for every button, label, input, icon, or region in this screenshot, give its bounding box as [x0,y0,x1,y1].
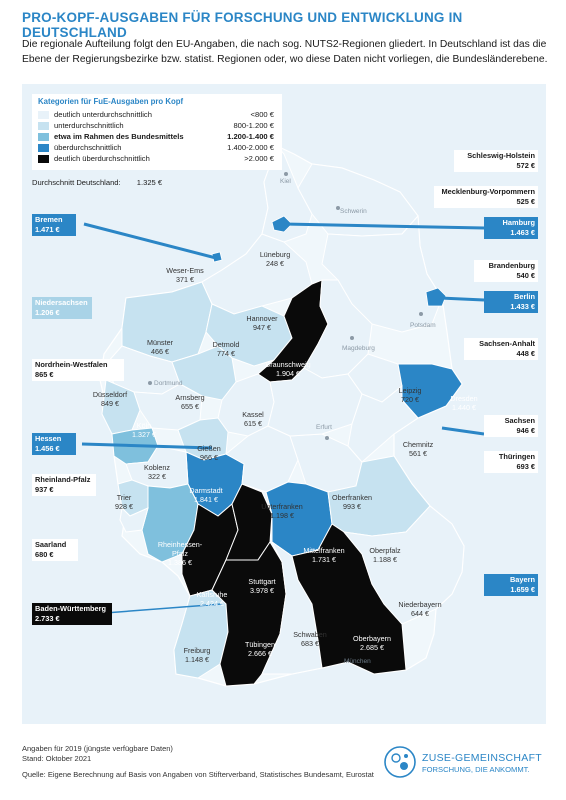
average-value: 1.325 € [136,178,163,187]
region-label-weser-ems: Weser-Ems 371 € [166,266,204,284]
city-dot [148,381,152,385]
average-germany [32,178,162,187]
region-label-freiburg: Freiburg 1.148 € [183,646,211,664]
callout-sachsen: Sachsen 946 € [484,415,538,437]
legend-swatch [38,155,49,163]
region-label-kassel: Kassel 615 € [242,410,264,428]
city-kiel: Kiel [280,178,291,185]
legend-label: überdurchschnittlich [54,143,122,152]
city-dot [419,312,423,316]
region-label-koeln: Köln 1.327 € [132,421,156,439]
footer-date: Stand: Oktober 2021 [22,754,92,763]
city-dot [325,436,329,440]
callout-thueringen: Thüringen 693 € [484,451,538,473]
legend-label: unterdurchschnittlich [54,121,124,130]
legend-range: <800 € [250,110,274,119]
callout-niedersachsen: Niedersachsen 1.206 € [32,297,92,319]
legend [32,94,282,170]
city-dot [284,172,288,176]
region-label-tuebingen: Tübingen 2.666 € [245,640,275,658]
region-label-muenster: Münster 466 € [147,338,173,356]
legend-range: 1.400-2.000 € [227,143,274,152]
city-potsdam: Potsdam [410,322,436,329]
region-label-stuttgart: Stuttgart 3.978 € [248,577,276,595]
callout-hessen: Hessen 1.456 € [32,433,76,455]
callout-hamburg: Hamburg 1.463 € [484,217,538,239]
region-label-darmstadt: Darmstadt 1.841 € [189,486,223,504]
footer-source: Quelle: Eigene Berechnung auf Basis von Angaben von Stifterverband, Statistisches Bundesamt, Eurostat [22,770,374,779]
region-label-schwaben: Schwaben 683 € [293,630,327,648]
region-label-braunschweig: Braunschweig 1.904 € [265,360,311,378]
callout-mecklenburg-vorpommern: Mecklenburg-Vorpommern 525 € [434,186,538,208]
city-magdeburg: Magdeburg [342,345,375,352]
region-label-oberbayern: Oberbayern 2.685 € [353,634,391,652]
city-schwerin: Schwerin [340,208,367,215]
average-label: Durchschnitt Deutschland: [32,178,121,187]
legend-range: 800-1.200 € [233,121,274,130]
legend-item [38,143,278,153]
callout-sachsen-anhalt: Sachsen-Anhalt 448 € [464,338,538,360]
callout-saarland: Saarland 680 € [32,539,78,561]
region-label-oberpfalz: Oberpfalz 1.188 € [369,546,401,564]
city-muenchen: München [344,658,371,665]
legend-label: deutlich überdurchschnittlich [54,154,150,163]
footer-notes [22,744,173,764]
legend-range: >2.000 € [244,154,274,163]
sachsen-callout-line [442,428,484,434]
legend-label: deutlich unterdurchschnittlich [54,110,152,119]
legend-item [38,121,278,131]
region-label-hannover: Hannover 947 € [246,314,278,332]
region-label-detmold: Detmold 774 € [212,340,240,358]
region-label-duesseldorf: Düsseldorf 849 € [92,390,128,408]
legend-swatch [38,122,49,130]
callout-schleswig-holstein: Schleswig-Holstein 572 € [454,150,538,172]
region-label-oberfranken: Oberfranken 993 € [332,493,372,511]
footer-year: Angaben für 2019 (jüngste verfügbare Daten) [22,744,173,753]
legend-swatch [38,144,49,152]
legend-swatch [38,111,49,119]
legend-item [38,110,278,120]
legend-title: Kategorien für FuE-Ausgaben pro Kopf [38,97,184,106]
region-label-trier: Trier 928 € [115,493,133,511]
zuse-logo [382,742,552,782]
legend-item [38,154,278,164]
legend-range: 1.200-1.400 € [227,132,274,141]
region-label-unterfranken: Unterfranken 1.198 € [261,502,303,520]
callout-baden-wuerttemberg: Baden-Württemberg 2.733 € [32,603,112,625]
callout-bremen: Bremen 1.471 € [32,214,76,236]
page-title: PRO-KOPF-AUSGABEN FÜR FORSCHUNG UND ENTWICKLUNG IN DEUTSCHLAND [22,10,463,40]
callout-brandenburg: Brandenburg 540 € [474,260,538,282]
bremen-callout-line [84,224,216,258]
intro-text: Die regionale Aufteilung folgt den EU-Angaben, die nach sog. NUTS2-Regionen gliedert. In Deutschland ist das die Ebene der Regierungsbezirke bzw. statist. Regionen oder, wo diese Daten nicht vorliegen, die Bundesländerebene. [22,39,548,65]
region-label-niederbayern: Niederbayern 644 € [398,600,442,618]
region-label-giessen: Gießen 966 € [197,444,221,462]
berlin-callout-line [440,298,484,300]
city-dortmund: Dortmund [154,380,183,387]
logo-tagline: FORSCHUNG, DIE ANKOMMT. [422,765,530,774]
city-dot [350,336,354,340]
legend-label: etwa im Rahmen des Bundesmittels [54,132,184,141]
logo-name: ZUSE-GEMEINSCHAFT [422,752,543,764]
region-label-rheinhessen-pfalz: Rheinhessen- Pfalz 1.386 € [157,540,203,567]
legend-item [38,132,278,142]
region-label-chemnitz: Chemnitz 561 € [402,440,434,458]
region-label-arnsberg: Arnsberg 655 € [175,393,205,411]
region-label-dresden: Dresden 1.440 € [450,394,478,412]
legend-swatch [38,133,49,141]
callout-berlin: Berlin 1.433 € [484,291,538,313]
zuse-logo-icon [382,744,418,780]
callout-nordrhein-westfalen: Nordrhein-Westfalen 865 € [32,359,124,381]
region-label-koblenz: Koblenz 322 € [144,463,170,481]
region-label-lueneburg: Lüneburg 248 € [259,250,291,268]
region-label-leipzig: Leipzig 720 € [398,386,422,404]
region-label-mittelfranken: Mittelfranken 1.731 € [303,546,345,564]
callout-rheinland-pfalz: Rheinland-Pfalz 937 € [32,474,96,496]
city-erfurt: Erfurt [316,424,332,431]
region-label-karlsruhe: Karlsruhe 2.424 € [196,590,228,608]
callout-bayern: Bayern 1.659 € [484,574,538,596]
